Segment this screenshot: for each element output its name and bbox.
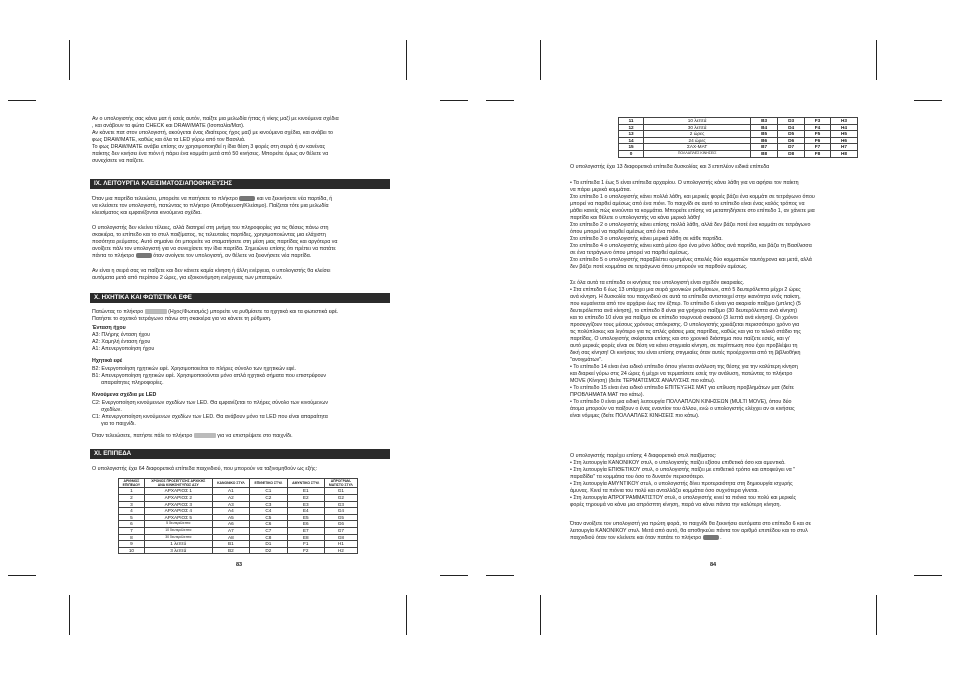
table-cell: C4: [250, 508, 288, 515]
table-cell: F7: [805, 144, 831, 151]
table-cell: ΑΡΧΑΡΙΟΣ 3: [144, 501, 212, 508]
level-line: μάθει κανείς πώς κινούνται τα κομμάτια. Μπορείτε επίσης να μεταπηδήσετε στο επίπεδο 1, αν χάνετε μια: [570, 208, 815, 214]
level-line: μπορεί να παρθεί αμέσως από ένα πιόνι. Το παιχνίδι σε αυτό το επίπεδο είναι ένας καλός τρόπος να: [570, 201, 805, 207]
level-line: να πάρει μερικά κομμάτια.: [570, 187, 632, 193]
page-number: 83: [236, 562, 243, 568]
table-cell: 5 δευτερόλεπτα: [144, 521, 212, 528]
table-cell: F1: [287, 541, 324, 548]
table-cell: C3: [250, 501, 288, 508]
table-row: [619, 150, 858, 157]
table-cell: A4: [212, 508, 249, 515]
col-header: ΚΑΝΟΝΙΚΟ ΣΤΥΛ: [212, 479, 249, 488]
table-cell: ΣΑΧ-ΜΑΤ: [644, 144, 751, 151]
special-line: είναι νόμιμες (δείτε ΠΟΛΛΑΠΛΕΣ ΚΙΝΗΣΕΙΣ πιο κάτω).: [570, 413, 700, 419]
table-cell: 11: [619, 118, 644, 125]
table-cell: ΑΡΧΑΡΙΟΣ 4: [144, 508, 212, 515]
closing-line: λειτουργία ΚΑΝΟΝΙΚΟΥ στυλ. Μετά από αυτό, θα αποθηκεύει πάντα τον αριθμό επιπέδου και το στυλ: [570, 528, 808, 534]
table-cell: 14: [619, 137, 644, 144]
intro-line: Αν ο υπολογιστής σας κάνει ματ ή εσείς αυτόν, παίξτε μια μελωδία ήττας ή νίκης μαζί με κινούμενα σχέδια: [92, 116, 339, 122]
fx-line: απαραίτητες πληροφορίες.: [101, 380, 164, 386]
table-cell: B6: [751, 137, 778, 144]
sound-title: Ένταση ήχου: [92, 325, 126, 331]
table-row: [619, 131, 858, 138]
table-cell: G7: [324, 527, 357, 534]
table-row: [119, 521, 358, 528]
table-cell: ΑΡΧΑΡΙΟΣ 2: [144, 495, 212, 502]
table-cell: B4: [751, 124, 778, 131]
anim-line: C2: Ενεργοποίηση κινούμενων σχεδίων των LED. Θα εμφανίζεται το πλήρες σύνολο των κινούμενων: [92, 400, 329, 406]
new-game-key-icon: [136, 253, 152, 258]
special-line: • Το επίπεδο 15 είναι ένα ειδικό επίπεδο ΕΠΙΤΕΥΞΗΣ ΜΑΤ για επίλυση προβλημάτων ματ (δείτε: [570, 385, 794, 391]
new-game-key-icon: [239, 196, 255, 201]
table-cell: C8: [250, 534, 288, 541]
table-cell: ΑΡΧΑΡΙΟΣ 1: [144, 488, 212, 495]
table-cell: D4: [778, 124, 805, 131]
table-cell: H8: [830, 150, 857, 157]
sound-line: A2: Χαμηλή ένταση ήχου: [92, 339, 151, 345]
table-cell: 10 δευτερόλεπτα: [144, 527, 212, 534]
special-intro: Σε όλα αυτά τα επίπεδα οι κινήσεις του υπολογιστή είναι σχεδόν ακαριαίες.: [570, 280, 745, 286]
table-cell: F6: [805, 137, 831, 144]
level-line: σε ένα τετράγωνο όπου μπορεί να παρθεί αμέσως.: [570, 250, 690, 256]
fx-line: B1: Απενεργοποίηση ηχητικών εφέ. Χρησιμοποιούνται μόνο απλά ηχητικά σήματα που επιστρέφουν: [92, 373, 327, 379]
table-cell: A8: [212, 534, 249, 541]
level-line: παρτίδα και θέλετε ο υπολογιστής να κάνει μερικά λάθη!: [570, 215, 701, 221]
sec9-line: Ο υπολογιστής δεν κλείνει τέλειες, αλλά διατηρεί στη μνήμη του πληροφορίες για τις θέσεις πάνω στη: [92, 225, 329, 231]
sec9-line: Αν είναι η σειρά σας να παίξετε και δεν κάνετε καμία κίνηση ή άλλη ενέργεια, ο υπολογιστής θα κλείσει: [92, 268, 331, 274]
sec11-line: Ο υπολογιστής έχει 64 διαφορετικά επίπεδα παιχνιδιού, που μπορούν να ταξινομηθούν ως εξής:: [92, 466, 318, 472]
table-cell: A2: [212, 495, 249, 502]
table-cell: ΑΡΧΑΡΙΟΣ 5: [144, 514, 212, 521]
sec10-closing: Όταν τελειώσετε, πατήστε πάλι το πλήκτρο για να επιστρέψετε στο παιχνίδι.: [92, 433, 293, 439]
table-cell: D8: [778, 150, 805, 157]
levels-table: [118, 478, 358, 554]
col-header: ΧΡΟΝΟΣ ΠΡΟΣΕΓΓΙΣΗΣ ΑΡΧΙΚΗΣ ΑΝΑ ΚΙΝΗΣΗ/ΤΥΠΟΣ ΑΣΥ: [144, 479, 212, 488]
table-cell: 10: [119, 547, 145, 554]
table-cell: E8: [287, 534, 324, 541]
table-cell: G1: [324, 488, 357, 495]
special-line: τις πολύπλοκες και λιγότερο για τις απλές φάσεις μιας παρτίδας, καθώς και για το τελικό στάδιο της: [570, 329, 801, 335]
table-cell: E6: [287, 521, 324, 528]
table-row: [619, 118, 858, 125]
table-cell: 0: [619, 150, 644, 157]
style-line: άμυνας. Κινεί τα πιόνια του πολύ και ανταλλάζει κομμάτια όσο συχνότερα γίνεται.: [570, 488, 759, 494]
anim-line: για το παιχνίδι.: [101, 421, 136, 427]
table-cell: E7: [287, 527, 324, 534]
table-cell: H6: [830, 137, 857, 144]
sec10-line: Πατώντας το πλήκτρο (Ηχος/Φωτισμός) μπορείτε να ρυθμίσετε τα ηχητικά και τα φωτιστικά εφέ.: [92, 309, 339, 315]
style-line: • Στη λειτουργία ΚΑΝΟΝΙΚΟΥ στυλ, ο υπολογιστής παίζει εξίσου επιθετικά όσο και αμυντικά.: [570, 460, 786, 466]
anim-line: C1: Απενεργοποίηση κινούμενων σχεδίων των LED. Θα ανάβουν μόνο τα LED που είναι απαραίτητα: [92, 414, 328, 420]
fx-line: B2: Ενεργοποίηση ηχητικών εφέ. Χρησιμοποιείται το πλήρες σύνολο των ηχητικών εφέ.: [92, 366, 296, 372]
sound-line: A1: Απενεργοποίηση ήχου: [92, 346, 155, 352]
table-cell: C7: [250, 527, 288, 534]
sec9-line: πάντα το πλήκτρο όταν ανοίγετε τον υπολογιστή, αν θέλετε να ξεκινήσετε νέα παρτίδα.: [92, 253, 312, 259]
table-cell: D3: [778, 118, 805, 125]
table-cell: 5: [119, 514, 145, 521]
table-cell: 6: [119, 521, 145, 528]
table-row: [119, 508, 358, 515]
sec9-line: ποσότητα ρεύματος. Αυτό σημαίνει ότι μπορείτε να σταματήσετε στη μέση μιας παρτίδας και αργότερα να: [92, 239, 338, 245]
special-line: δευτερόλεπτα ανά κίνηση), το επίπεδο 8 είναι για γρήγορο παίξιμο (30 δευτερόλεπτα ανά κίνηση): [570, 308, 797, 314]
table-cell: 10 λεπτά: [644, 118, 751, 125]
intro-line: Το φως DRAW/MATE ανάβει επίσης αν χρησιμοποιηθεί η ίδια θέση 3 φορές στη σειρά ή αν κανένας: [92, 144, 326, 150]
special-line: ΠΡΟΒΛΗΜΑΤΑ ΜΑΤ πιο κάτω).: [570, 392, 644, 398]
col-header: ΑΠΡΟΓΡΑΜ- ΜΑΤΙΣΤΟ ΣΤΥΛ: [324, 479, 357, 488]
level-line: Στο επίπεδο 5 ο υπολογιστής παραβλέπει ορισμένες απειλές δύο κομματιών ταυτόχρονα και μετά, αλλά: [570, 257, 812, 263]
table-cell: 4: [119, 508, 145, 515]
style-line: • Στη λειτουργία ΕΠΙΘΕΤΙΚΟΥ στυλ, ο υπολογιστής παίζει με επιθετικό τρόπο και αποφεύγει να ": [570, 467, 796, 473]
level-line: • Τα επίπεδα 1 έως 5 είναι επίπεδα αρχαρίου. Ο υπολογιστής κάνει λάθη για να αφήσει τον παίκτη: [570, 180, 799, 186]
table-cell: G5: [324, 514, 357, 521]
sec9-line: κλεισίματος και εμφανίζονται κινούμενα σχέδια.: [92, 210, 202, 216]
table-cell: B5: [751, 131, 778, 138]
table-cell: 3 λεπτά: [144, 547, 212, 554]
table-cell: E5: [287, 514, 324, 521]
special-line: • Στα επίπεδα 6 έως 13 υπάρχει μια σειρά χρονικών ρυθμίσεων, από 5 δευτερόλεπτα μέχρι 2 ώρες: [570, 287, 801, 293]
style-line: φορές τηρουμά να κάνει μια απρόσπτη κίνηση, παρά να κάνει πάντα την καλύτερη κίνηση.: [570, 502, 781, 508]
table-cell: 8: [119, 534, 145, 541]
table-cell: D1: [250, 541, 288, 548]
table-row: [119, 527, 358, 534]
table-cell: D2: [250, 547, 288, 554]
anim-line: σχεδίων.: [101, 407, 122, 413]
table-cell: 9: [119, 541, 145, 548]
table-cell: A1: [212, 488, 249, 495]
table-cell: A5: [212, 514, 249, 521]
style-line: παραδίδει" τα κομμάτια του όσο το δυνατόν περισσότερο.: [570, 474, 705, 480]
table-cell: G2: [324, 495, 357, 502]
table-cell: G6: [324, 521, 357, 528]
table-cell: B3: [751, 118, 778, 125]
sec9-line: Όταν μια παρτίδα τελειώσει, μπορείτε να πατήσετε το πλήκτρο και να ξεκινήσετε νέα παρτίδα, ή: [92, 196, 333, 202]
section-header-11: XI. ΕΠΙΠΕΔΑ: [90, 449, 390, 459]
level-line: δεν βάζει ποτέ κομμάτια σε τετράγωνα όπου μπορούν να παρθούν αμέσως.: [570, 264, 748, 270]
table-cell: B2: [212, 547, 249, 554]
sound-key-icon: [145, 309, 167, 314]
table-cell: 13: [619, 131, 644, 138]
level-line: όπου μπορεί να παρθεί αμέσως από ένα πιόνι.: [570, 229, 680, 235]
table-cell: F2: [287, 547, 324, 554]
table-cell: H1: [324, 541, 357, 548]
styles-intro: Ο υπολογιστής παρέχει επίσης 4 διαφορετικά στυλ παιξίματος:: [570, 453, 717, 459]
intro-line: , και ανάβουν τα φώτα CHECK και DRAW/MATE (Ισοπαλία/Ματ).: [92, 123, 245, 129]
table-cell: H7: [830, 144, 857, 151]
levels-table-continued: [618, 117, 858, 158]
intro-line: φως DRAW/MATE, καθώς και όλα τα LED γύρω από τον Βασιλιά.: [92, 137, 246, 143]
right-page: [477, 0, 954, 675]
table-cell: 30 λεπτά: [644, 124, 751, 131]
table-cell: 12: [619, 124, 644, 131]
table-cell: C6: [250, 521, 288, 528]
table-cell: D7: [778, 144, 805, 151]
table-cell: 2: [119, 495, 145, 502]
table-row: [119, 541, 358, 548]
page-number: 84: [710, 562, 717, 568]
table-cell: E3: [287, 501, 324, 508]
table-cell: A7: [212, 527, 249, 534]
style-line: • Στη λειτουργία ΑΜΥΝΤΙΚΟΥ στυλ, ο υπολογιστής δίνει προτεραιότητα στη δημιουργία ισχυρής: [570, 481, 793, 487]
intro-line: παίκτης δεν κινήσει ένα πιόνι ή πάρει ένα κομμάτι μετά από 50 κινήσεις. Μπορείτε όμως αν θέλετε να: [92, 151, 329, 157]
sec10-line: Πατήστε το σχετικό τετράγωνο πάνω στη σκακιέρα για να κάνετε τη ρύθμιση.: [92, 316, 272, 322]
table-cell: G3: [324, 501, 357, 508]
level-line: Στο επίπεδο 3 ο υπολογιστής κάνει μερικά λάθη σε κάθε παρτίδα.: [570, 236, 723, 242]
table-cell: A6: [212, 521, 249, 528]
sound-line: A3: Πλήρης ένταση ήχου: [92, 332, 151, 338]
closing-line: Όταν ανοίξετε τον υπολογιστή για πρώτη φορά, το παιχνίδι θα ξεκινήσει αυτόματα στο επίπεδο 6 και σε: [570, 521, 811, 527]
table-cell: G8: [324, 534, 357, 541]
table-cell: B1: [212, 541, 249, 548]
table-cell: 7: [119, 527, 145, 534]
special-line: • Το επίπεδο 0 είναι μια ειδική λειτουργία ΠΟΛΛΑΠΛΩΝ ΚΙΝΗΣΕΩΝ (MULTI MOVE), όπου δύο: [570, 399, 792, 405]
table-cell: E4: [287, 508, 324, 515]
levels-intro: Ο υπολογιστής έχει 13 διαφορετικά επίπεδα δυσκολίας και 3 επιπλέον ειδικά επίπεδα: [570, 164, 770, 170]
table-cell: C5: [250, 514, 288, 521]
col-header: ΑΡΙΘΜΟΣ ΕΠΙΠΕΔΟΥ: [119, 479, 145, 488]
sec9-line: σκακιέρα, το επίπεδο και το στυλ παιξίματος, τις τελευταίες παρτίδες, χρησιμοποιώντας μια ελάχιστη: [92, 232, 326, 238]
table-cell: C2: [250, 495, 288, 502]
fx-title: Ηχητικά εφέ: [92, 358, 123, 364]
section-header-10: X. ΗΧΗΤΙΚΑ ΚΑΙ ΦΩΤΙΣΤΙΚΑ ΕΦΕ: [90, 293, 390, 303]
intro-line: Αν κάνετε πατ στον υπολογιστή, ακούγεται ένας ιδιαίτερος ήχος μαζί με κινούμενα σχέδια, και ανάβει το: [92, 130, 333, 136]
table-cell: H3: [830, 118, 857, 125]
sound-key-icon: [194, 433, 216, 438]
table-row: [119, 501, 358, 508]
table-cell: D5: [778, 131, 805, 138]
table-cell: 30 δευτερόλεπτα: [144, 534, 212, 541]
table-cell: F8: [805, 150, 831, 157]
table-header-row: [119, 479, 358, 488]
special-line: που κυμαίνεται από τον αρχάριο έως τον έξπερ. Το επίπεδο 6 είναι για ακαριαίο παίξιμο (μπλιτς) (5: [570, 301, 801, 307]
table-cell: E1: [287, 488, 324, 495]
col-header: ΕΠΙΘΕΤΙΚΟ ΣΤΥΛ: [250, 479, 288, 488]
table-row: [119, 534, 358, 541]
table-cell: H2: [324, 547, 357, 554]
special-line: προσεγγίζουν τους μέσους χρόνους απόκρισης. Ο υπολογιστής χρειάζεται περισσότερο χρόνο για: [570, 322, 800, 328]
table-cell: ΠΟΛΛΑΠΛΕΣ ΚΙΝΗΣΕΙΣ: [644, 150, 751, 157]
table-cell: D6: [778, 137, 805, 144]
special-line: αυτό μερικές φορές είναι σε θέση να κάνει στιγμιαία κίνηση, σε περίπτωση που έχει προβλέψει τη: [570, 343, 798, 349]
sec9-line: ανοίξετε πάλι τον υπολογιστή για να συνεχίσετε την ίδια παρτίδα. Σημειώνει επίσης ότι πρέπει να πατάτε: [92, 246, 336, 252]
table-cell: 2 ώρες: [644, 131, 751, 138]
anim-title: Κινούμενα σχέδια με LED: [92, 392, 157, 398]
level-line: Στο επίπεδο 4 ο υπολογιστής κάνει κατά μέσο όρο ένα μόνο λάθος ανά παρτίδα, και βάζει τη Βασίλισσα: [570, 243, 812, 249]
table-row: [619, 124, 858, 131]
table-cell: 1 λεπτό: [144, 541, 212, 548]
table-cell: G4: [324, 508, 357, 515]
table-row: [119, 488, 358, 495]
sec9-line: να κλείσετε τον υπολογιστή, πατώντας το πλήκτρο (Αποθήκευση/Κλείσιμο). Παίζεται τότε μια μελωδία: [92, 203, 329, 209]
level-line: Στο επίπεδο 1 ο υπολογιστής κάνει πολλά λάθη, και μερικές φορές βάζει ένα κομμάτι σε τετράγωνο όπου: [570, 194, 815, 200]
section-header-9: IX. ΛΕΙΤΟΥΡΓΙΑ ΚΛΕΙΣΙΜΑΤΟΣ/ΑΠΟΘΗΚΕΥΣΗΣ: [90, 179, 390, 189]
special-line: παρτίδας. Ο υπολογιστής σκέφτεται επίσης και στο χρονικό διάστημα που παίζετε εσείς, και γι': [570, 336, 790, 342]
sec9-line: αυτόματα μετά από περίπου 2 ώρες, για εξοικονόμηση ενέργειας των μπαταριών.: [92, 275, 283, 281]
table-cell: H4: [830, 124, 857, 131]
table-cell: 15: [619, 144, 644, 151]
table-row: [619, 144, 858, 151]
table-cell: A3: [212, 501, 249, 508]
special-line: δική σας κίνηση! Οι κινήσεις του είναι επίσης στιγμιαίες όταν αυτές προέρχονται από τη βιβλιοθήκη: [570, 350, 801, 356]
special-line: και διαρκεί γύρω στις 24 ώρες ή μέχρι να τερματίσετε εσείς την ανάλυση, πατώντας το πλήκτρο: [570, 371, 793, 377]
table-cell: F4: [805, 124, 831, 131]
table-cell: F5: [805, 131, 831, 138]
table-cell: C1: [250, 488, 288, 495]
special-line: • Το επίπεδο 14 είναι ένα ειδικό επίπεδο όπου γίνεται ανάλυση της θέσης για την καλύτερη κίνηση: [570, 364, 798, 370]
table-row: [119, 514, 358, 521]
closing-line: παιχνιδιού όταν τον κλείνετε και όταν πατάτε το πλήκτρο .: [570, 535, 722, 541]
special-line: ανά κίνηση. Η δυσκολία του παιχνιδιού σε αυτά τα επίπεδα αντιστοιχεί στην ικανότητα ενός παίκτη,: [570, 294, 801, 300]
table-cell: E2: [287, 495, 324, 502]
table-row: [619, 137, 858, 144]
intro-line: συνεχίσετε να παίζετε.: [92, 158, 145, 164]
table-cell: B8: [751, 150, 778, 157]
col-header: ΑΜΥΝΤΙΚΟ ΣΤΥΛ: [287, 479, 324, 488]
table-cell: 24 ώρες: [644, 137, 751, 144]
table-cell: H5: [830, 131, 857, 138]
table-cell: B7: [751, 144, 778, 151]
special-line: "ανοιγμάτων".: [570, 357, 603, 363]
special-line: και το επίπεδο 10 είναι για παίξιμο σε επίπεδο τουρνουά σκακιού (3 λεπτά ανά κίνηση). Οι χρόνοι: [570, 315, 798, 321]
table-cell: F3: [805, 118, 831, 125]
table-cell: 3: [119, 501, 145, 508]
table-cell: 1: [119, 488, 145, 495]
style-line: • Στη λειτουργία ΑΠΡΟΓΡΑΜΜΑΤΙΣΤΟΥ στυλ, ο υπολογιστής κινεί τα πιόνια του πολύ και μερικές: [570, 495, 797, 501]
special-line: MOVE (Κίνηση) (δείτε ΤΕΡΜΑΤΙΣΜΟΣ ΑΝΑΛΥΣΗΣ πιο κάτω).: [570, 378, 716, 384]
level-line: Στο επίπεδο 2 ο υπολογιστής κάνει επίσης πολλά λάθη, αλλά δεν βάζει ποτέ ένα κομμάτι σε τετράγωνο: [570, 222, 811, 228]
new-game-key-icon: [703, 535, 719, 540]
table-row: [119, 547, 358, 554]
special-line: άτομα μπορούν να παίξουν ο ένας εναντίον του άλλου, ενώ ο υπολογιστής ελέγχει αν οι κινήσεις: [570, 406, 795, 412]
table-row: [119, 495, 358, 502]
